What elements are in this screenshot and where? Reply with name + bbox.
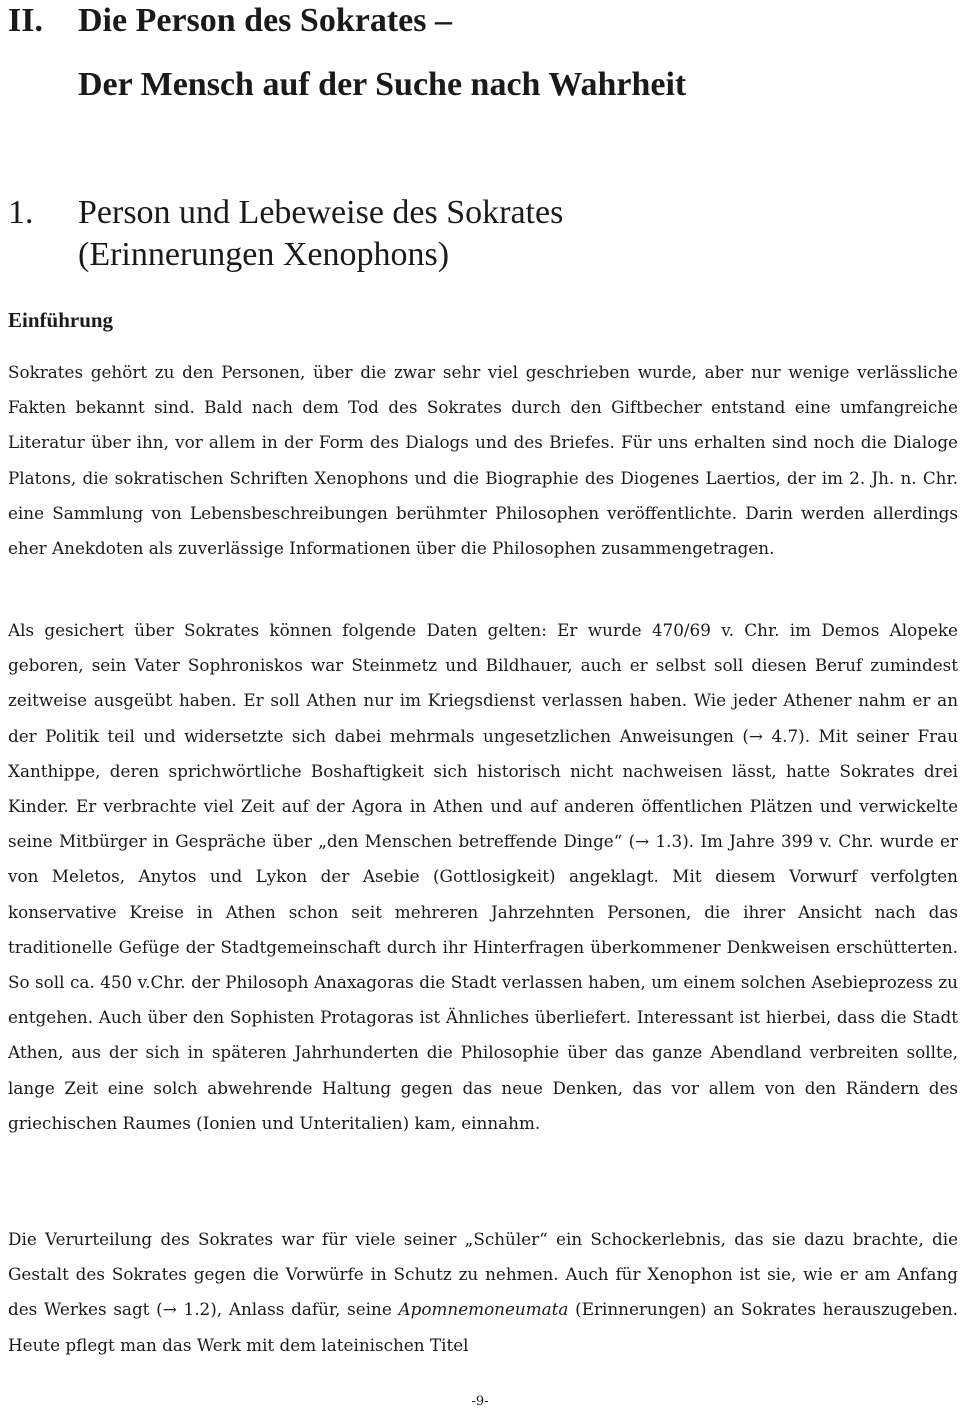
work-title-italic: Apomnemoneumata [398,1299,569,1320]
section-title-line1: Person und Lebeweise des Sokrates [78,194,564,231]
subheading: Einführung [8,308,114,332]
paragraph-condemnation [8,1222,958,1363]
paragraph-introduction: Sokrates gehört zu den Personen, über die zwar sehr viel geschrieben wurde, aber nur wenige verlässliche Fakten bekannt sind. Bald nach dem Tod des Sokrates durch den Giftbecher entstand eine umfangreiche Literatur über ihn, vor allem in der Form des Dialogs und des Briefes. Für uns erhalten sind noch die Dialoge Platons, die sokratischen Schriften Xenophons und die Biographie des Diogenes Laertios, der im 2. Jh. n. Chr. eine Sammlung von Lebensbeschreibungen berühmter Philosophen veröffentlichte. Darin werden allerdings eher Anekdoten als zuverlässige Informationen über die Philosophen zusammengetragen. [8,362,958,559]
paragraph-condemnation-part2: (Erinnerungen) an Sokrates herauszugeben. Heute pflegt man das Werk mit dem lateinischen Titel [8,1299,959,1355]
chapter-number: II. [8,2,43,39]
chapter-title [8,0,686,108]
page-number: -9- [471,1394,489,1409]
section-number: 1. [8,194,34,231]
section-title-line2: (Erinnerungen Xenophons) [78,236,450,273]
paragraph-condemnation-part1: Die Verurteilung des Sokrates war für viele seiner „Schüler“ ein Schockerlebnis, das sie dazu brachte, die Gestalt des Sokrates gegen die Vorwürfe in Schutz zu nehmen. Auch für Xenophon ist sie, wie er am Anfang des Werkes sagt (→ 1.2), Anlass dafür, seine [8,1229,958,1320]
paragraph-biography: Als gesichert über Sokrates können folgende Daten gelten: Er wurde 470/69 v. Chr. im Demos Alopeke geboren, sein Vater Sophroniskos war Steinmetz und Bildhauer, auch er selbst soll diesen Beruf zumindest zeitweise ausgeübt haben. Er soll Athen nur im Kriegsdienst verlassen haben. Wie jeder Athener nahm er an der Politik teil und widersetzte sich dabei mehrmals ungesetzlichen Anweisungen (→ 4.7). Mit seiner Frau Xanthippe, deren sprichwörtliche Boshaftigkeit sich historisch nicht nachweisen lässt, hatte Sokrates drei Kinder. Er verbrachte viel Zeit auf der Agora in Athen und auf anderen öffentlichen Plätzen und verwickelte seine Mitbürger in Gespräche über „den Menschen betreffende Dinge“ (→ 1.3). Im Jahre 399 v. Chr. wurde er von Meletos, Anytos und Lykon der Asebie (Gottlosigkeit) angeklagt. Mit diesem Vorwurf verfolgten konservative Kreise in Athen schon seit mehreren Jahrzehnten Personen, die ihrer Ansicht nach das traditionelle Gefüge der Stadtgemeinschaft durch ihr Hinterfragen überkommener Denkweisen erschütterten. So soll ca. 450 v.Chr. der Philosoph Anaxagoras die Stadt verlassen haben, um einem solchen Asebieprozess zu entgehen. Auch über den Sophisten Protagoras ist Ähnliches überliefert. Interessant ist hierbei, dass die Stadt Athen, aus der sich in späteren Jahrhunderten die Philosophie über das ganze Abendland verbreiten sollte, lange Zeit eine solch abwehrende Haltung gegen das neue Denken, das vor allem von den Rändern des griechischen Raumes (Ionien und Unteritalien) kam, einnahm. [8,620,958,1133]
chapter-title-line1: Die Person des Sokrates – [78,2,452,39]
chapter-title-line2: Der Mensch auf der Suche nach Wahrheit [78,66,687,103]
section-title [8,190,563,278]
